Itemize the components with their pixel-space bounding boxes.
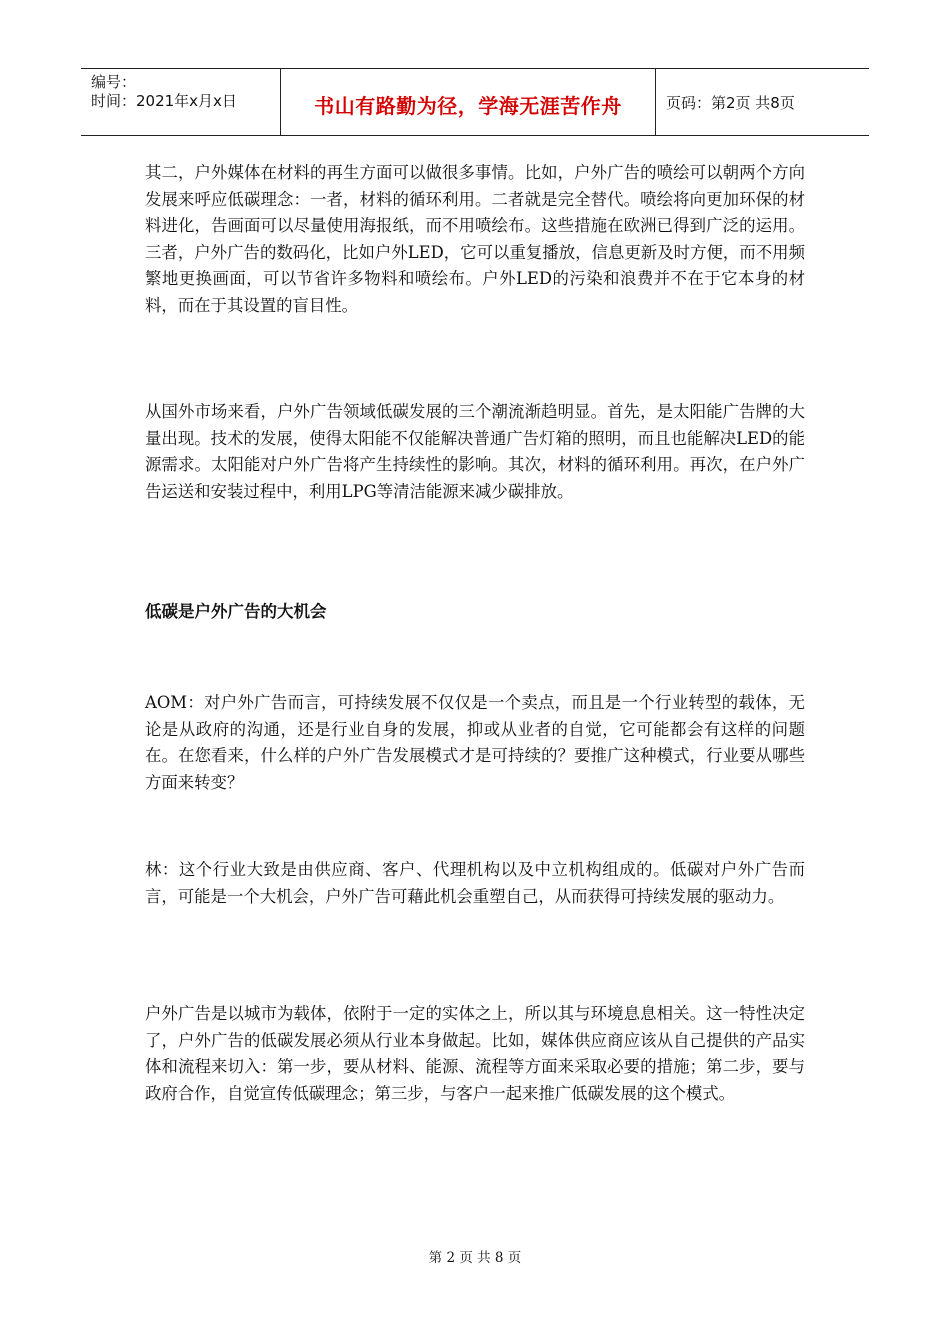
- page-number-label: 页码：第2页 共8页: [666, 93, 795, 112]
- paragraph-overseas-trends: 从国外市场来看，户外广告领域低碳发展的三个潮流渐趋明显。首先，是太阳能广告牌的大量出现。技术的发展，使得太阳能不仅能解决普通广告灯箱的照明，而且也能解决LED的能源需求。太阳能对户外广告将产生持续性的影响。其次，材料的循环利用。再次，在户外广告运送和安装过程中，利用LPG等清洁能源来减少碳排放。: [145, 402, 805, 501]
- header-page-cell: [656, 69, 869, 135]
- document-number-label: 编号：: [91, 73, 137, 91]
- header-motto-cell: [281, 69, 656, 135]
- document-date-label: 时间：2021年x月x日: [91, 92, 237, 110]
- section-heading: 低碳是户外广告的大机会: [145, 602, 327, 621]
- paragraph-materials: 其二，户外媒体在材料的再生方面可以做很多事情。比如，户外广告的喷绘可以朝两个方向发展来呼应低碳理念：一者，材料的循环利用。二者就是完全替代。喷绘将向更加环保的材料进化，告画面可以尽量使用海报纸，而不用喷绘布。这些措施在欧洲已得到广泛的运用。三者，户外广告的数码化，比如户外LED，它可以重复播放，信息更新及时方便，而不用频繁地更换画面，可以节省许多物料和喷绘布。户外LED的污染和浪费并不在于它本身的材料，而在于其设置的盲目性。: [145, 163, 805, 315]
- paragraph-lin-answer: 林：这个行业大致是由供应商、客户、代理机构以及中立机构组成的。低碳对户外广告而言，可能是一个大机会，户外广告可藉此机会重塑自己，从而获得可持续发展的驱动力。: [145, 860, 805, 906]
- header-info-cell: [81, 69, 281, 135]
- paragraph-city-carrier: 户外广告是以城市为载体，依附于一定的实体之上，所以其与环境息息相关。这一特性决定了，户外广告的低碳发展必须从行业本身做起。比如，媒体供应商应该从自己提供的产品实体和流程来切入：第一步，要从材料、能源、流程等方面来采取必要的措施；第二步，要与政府合作，自觉宣传低碳理念；第三步，与客户一起来推广低碳发展的这个模式。: [145, 1004, 805, 1103]
- header-motto: 书山有路勤为径，学海无涯苦作舟: [314, 93, 622, 118]
- paragraph-aom-question: AOM：对户外广告而言，可持续发展不仅仅是一个卖点，而且是一个行业转型的载体，无论是从政府的沟通，还是行业自身的发展，抑或从业者的自觉，它可能都会有这样的问题在。在您看来，什么样的户外广告发展模式才是可持续的？要推广这种模式，行业要从哪些方面来转变？: [145, 693, 805, 792]
- header-table: [81, 68, 869, 136]
- page-footer: 第 2 页 共 8 页: [428, 1250, 522, 1266]
